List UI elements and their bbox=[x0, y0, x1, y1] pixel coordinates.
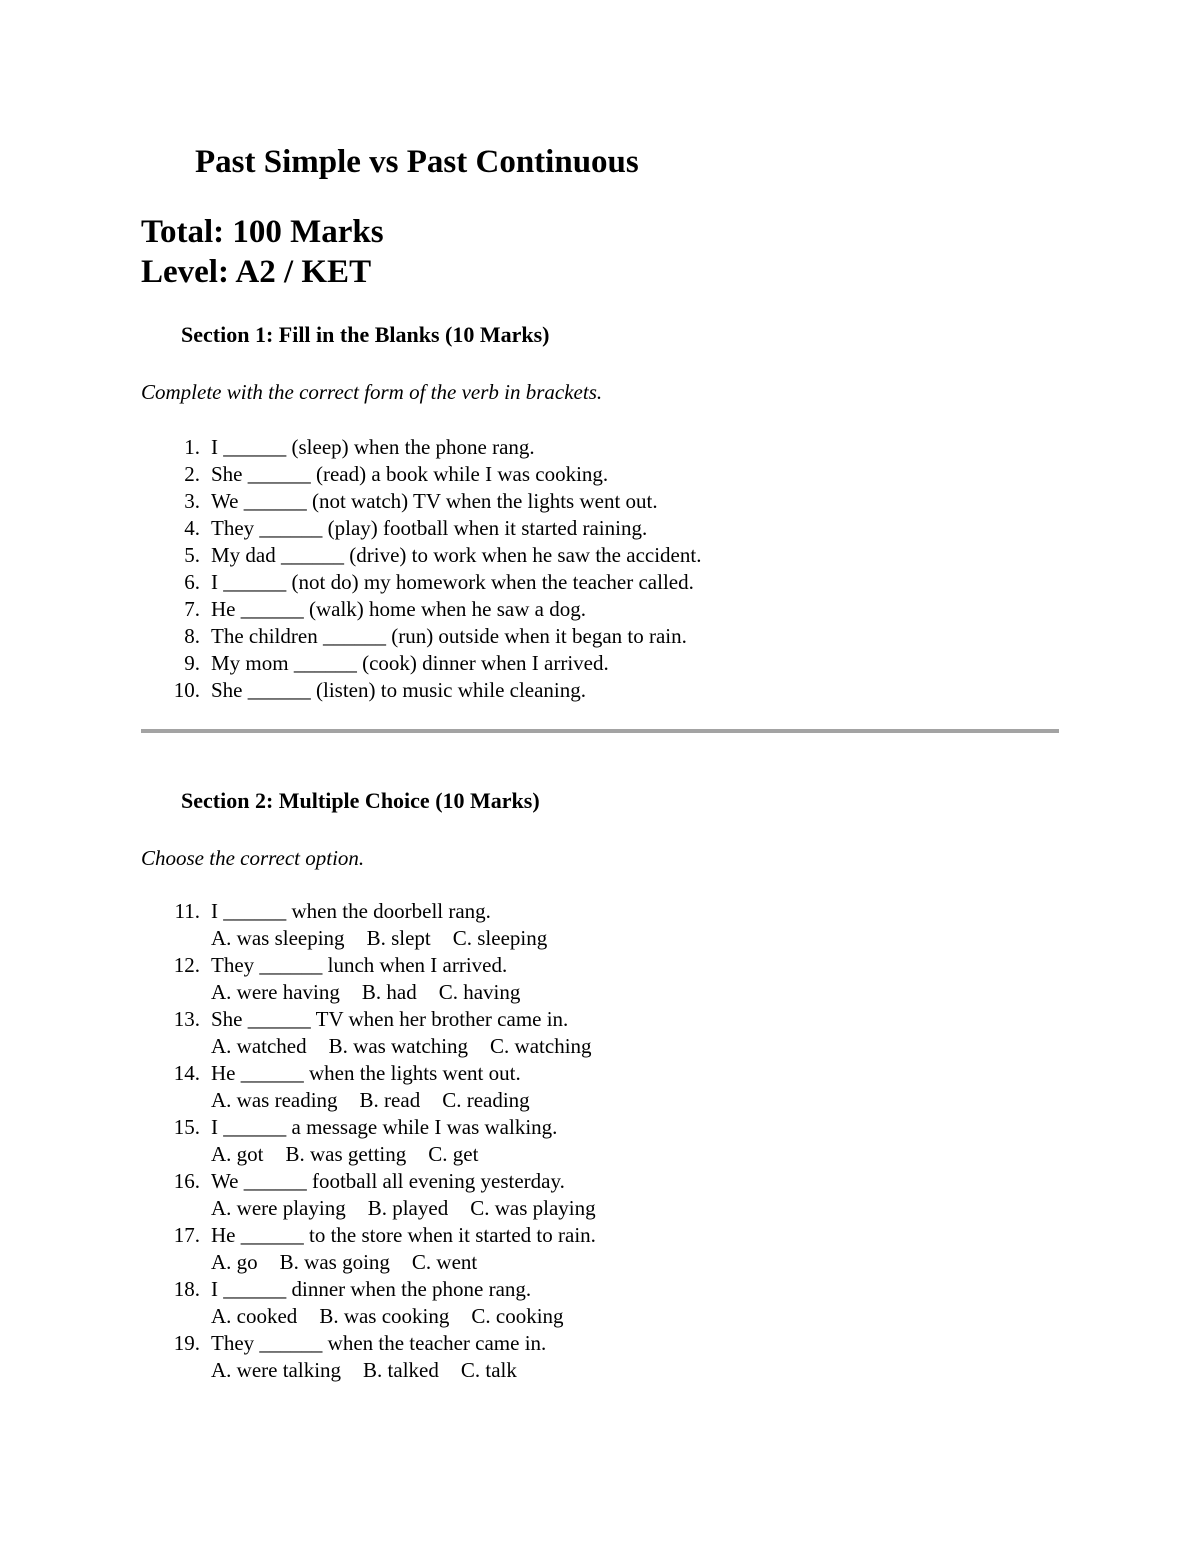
answer-options-row bbox=[211, 925, 547, 952]
question-line bbox=[0, 952, 1200, 979]
question-number: 3. bbox=[184, 489, 200, 513]
answer-option: C. went bbox=[411, 1250, 478, 1274]
answer-option: A. were playing bbox=[211, 1196, 346, 1220]
fill-blank-question bbox=[0, 488, 1200, 515]
answer-option: B. talked bbox=[363, 1358, 439, 1382]
multiple-choice-question bbox=[0, 1114, 1200, 1168]
answer-option: C. was playing bbox=[470, 1196, 596, 1220]
question-line bbox=[0, 1060, 1200, 1087]
multiple-choice-question bbox=[0, 898, 1200, 952]
question-line bbox=[0, 1006, 1200, 1033]
answer-option: C. talk bbox=[460, 1358, 517, 1382]
answer-options bbox=[0, 1357, 1200, 1384]
question-text: I ______ dinner when the phone rang. bbox=[211, 1277, 532, 1301]
fill-blank-question bbox=[0, 461, 1200, 488]
answer-option: B. was cooking bbox=[319, 1304, 450, 1328]
answer-option: B. had bbox=[361, 980, 417, 1004]
multiple-choice-question bbox=[0, 1168, 1200, 1222]
section-2-heading: Section 2: Multiple Choice (10 Marks) bbox=[181, 788, 540, 813]
answer-option: B. read bbox=[359, 1088, 421, 1112]
answer-option: B. played bbox=[367, 1196, 449, 1220]
question-number: 8. bbox=[184, 624, 200, 648]
question-number: 16. bbox=[173, 1169, 200, 1193]
question-line bbox=[0, 1276, 1200, 1303]
question-number: 1. bbox=[184, 435, 200, 459]
answer-options-row bbox=[211, 1087, 530, 1114]
question-number: 15. bbox=[173, 1115, 200, 1139]
multiple-choice-question bbox=[0, 1060, 1200, 1114]
question-number: 7. bbox=[184, 597, 200, 621]
section-1-instruction: Complete with the correct form of the verb in brackets. bbox=[141, 380, 603, 404]
question-text: She ______ TV when her brother came in. bbox=[211, 1007, 569, 1031]
answer-options-row bbox=[211, 979, 520, 1006]
question-line bbox=[0, 898, 1200, 925]
fill-blank-question bbox=[0, 677, 1200, 704]
answer-option: A. was sleeping bbox=[211, 926, 345, 950]
question-text: I ______ (not do) my homework when the teacher called. bbox=[211, 570, 694, 594]
question-number: 9. bbox=[184, 651, 200, 675]
question-text: My mom ______ (cook) dinner when I arrived. bbox=[211, 651, 609, 675]
question-number: 11. bbox=[174, 899, 200, 923]
section-2-instruction: Choose the correct option. bbox=[141, 846, 365, 870]
question-line bbox=[0, 1168, 1200, 1195]
total-marks: Total: 100 Marks bbox=[141, 214, 384, 250]
answer-options bbox=[0, 925, 1200, 952]
answer-option: B. slept bbox=[366, 926, 431, 950]
question-number: 2. bbox=[184, 462, 200, 486]
answer-options-row bbox=[211, 1195, 596, 1222]
question-line bbox=[0, 1114, 1200, 1141]
question-number: 12. bbox=[173, 953, 200, 977]
answer-options-row bbox=[211, 1033, 592, 1060]
question-text: The children ______ (run) outside when it began to rain. bbox=[211, 624, 687, 648]
question-number: 17. bbox=[173, 1223, 200, 1247]
answer-options bbox=[0, 1303, 1200, 1330]
answer-options bbox=[0, 1087, 1200, 1114]
answer-options bbox=[0, 1249, 1200, 1276]
answer-options-row bbox=[211, 1357, 517, 1384]
multiple-choice-question bbox=[0, 1330, 1200, 1384]
answer-option: B. was going bbox=[279, 1250, 390, 1274]
fill-blank-question bbox=[0, 542, 1200, 569]
multiple-choice-question bbox=[0, 1006, 1200, 1060]
answer-options bbox=[0, 1033, 1200, 1060]
question-text: She ______ (listen) to music while cleaning. bbox=[211, 678, 587, 702]
multiple-choice-question bbox=[0, 1276, 1200, 1330]
answer-option: C. sleeping bbox=[452, 926, 548, 950]
fill-blank-question bbox=[0, 515, 1200, 542]
answer-option: A. were having bbox=[211, 980, 340, 1004]
question-text: He ______ when the lights went out. bbox=[211, 1061, 521, 1085]
question-number: 14. bbox=[173, 1061, 200, 1085]
question-text: I ______ a message while I was walking. bbox=[211, 1115, 558, 1139]
question-text: My dad ______ (drive) to work when he saw the accident. bbox=[211, 543, 702, 567]
fill-blank-question bbox=[0, 434, 1200, 461]
answer-options-row bbox=[211, 1249, 477, 1276]
answer-option: A. cooked bbox=[211, 1304, 298, 1328]
fill-blank-question bbox=[0, 569, 1200, 596]
question-text: They ______ (play) football when it started raining. bbox=[211, 516, 648, 540]
answer-option: A. were talking bbox=[211, 1358, 342, 1382]
multiple-choice-question bbox=[0, 952, 1200, 1006]
question-text: She ______ (read) a book while I was cooking. bbox=[211, 462, 609, 486]
fill-blank-question bbox=[0, 596, 1200, 623]
answer-option: A. was reading bbox=[211, 1088, 338, 1112]
answer-option: C. reading bbox=[442, 1088, 530, 1112]
answer-option: C. get bbox=[428, 1142, 479, 1166]
page-title: Past Simple vs Past Continuous bbox=[195, 144, 639, 180]
question-number: 18. bbox=[173, 1277, 200, 1301]
answer-option: A. got bbox=[211, 1142, 264, 1166]
section-1-questions bbox=[0, 434, 1200, 704]
question-number: 4. bbox=[184, 516, 200, 540]
question-text: I ______ (sleep) when the phone rang. bbox=[211, 435, 535, 459]
multiple-choice-question bbox=[0, 1222, 1200, 1276]
answer-options-row bbox=[211, 1303, 564, 1330]
answer-option: C. cooking bbox=[471, 1304, 564, 1328]
question-number: 10. bbox=[173, 678, 200, 702]
question-number: 5. bbox=[184, 543, 200, 567]
question-number: 13. bbox=[173, 1007, 200, 1031]
question-text: I ______ when the doorbell rang. bbox=[211, 899, 491, 923]
section-2-questions bbox=[0, 898, 1200, 1384]
question-text: They ______ lunch when I arrived. bbox=[211, 953, 508, 977]
answer-option: C. watching bbox=[490, 1034, 592, 1058]
question-text: We ______ (not watch) TV when the lights went out. bbox=[211, 489, 658, 513]
question-number: 6. bbox=[184, 570, 200, 594]
section-divider bbox=[141, 729, 1059, 733]
answer-option: B. was getting bbox=[285, 1142, 407, 1166]
question-text: He ______ to the store when it started to rain. bbox=[211, 1223, 596, 1247]
question-line bbox=[0, 1330, 1200, 1357]
answer-options bbox=[0, 1141, 1200, 1168]
answer-option: C. having bbox=[438, 980, 521, 1004]
level-label: Level: A2 / KET bbox=[141, 254, 372, 290]
question-line bbox=[0, 1222, 1200, 1249]
answer-option: A. watched bbox=[211, 1034, 307, 1058]
fill-blank-question bbox=[0, 623, 1200, 650]
answer-options-row bbox=[211, 1141, 478, 1168]
question-number: 19. bbox=[173, 1331, 200, 1355]
question-text: They ______ when the teacher came in. bbox=[211, 1331, 547, 1355]
answer-option: A. go bbox=[211, 1250, 258, 1274]
fill-blank-question bbox=[0, 650, 1200, 677]
question-text: We ______ football all evening yesterday. bbox=[211, 1169, 565, 1193]
answer-options bbox=[0, 1195, 1200, 1222]
section-1-heading: Section 1: Fill in the Blanks (10 Marks) bbox=[181, 322, 550, 347]
answer-option: B. was watching bbox=[328, 1034, 469, 1058]
question-text: He ______ (walk) home when he saw a dog. bbox=[211, 597, 586, 621]
answer-options bbox=[0, 979, 1200, 1006]
